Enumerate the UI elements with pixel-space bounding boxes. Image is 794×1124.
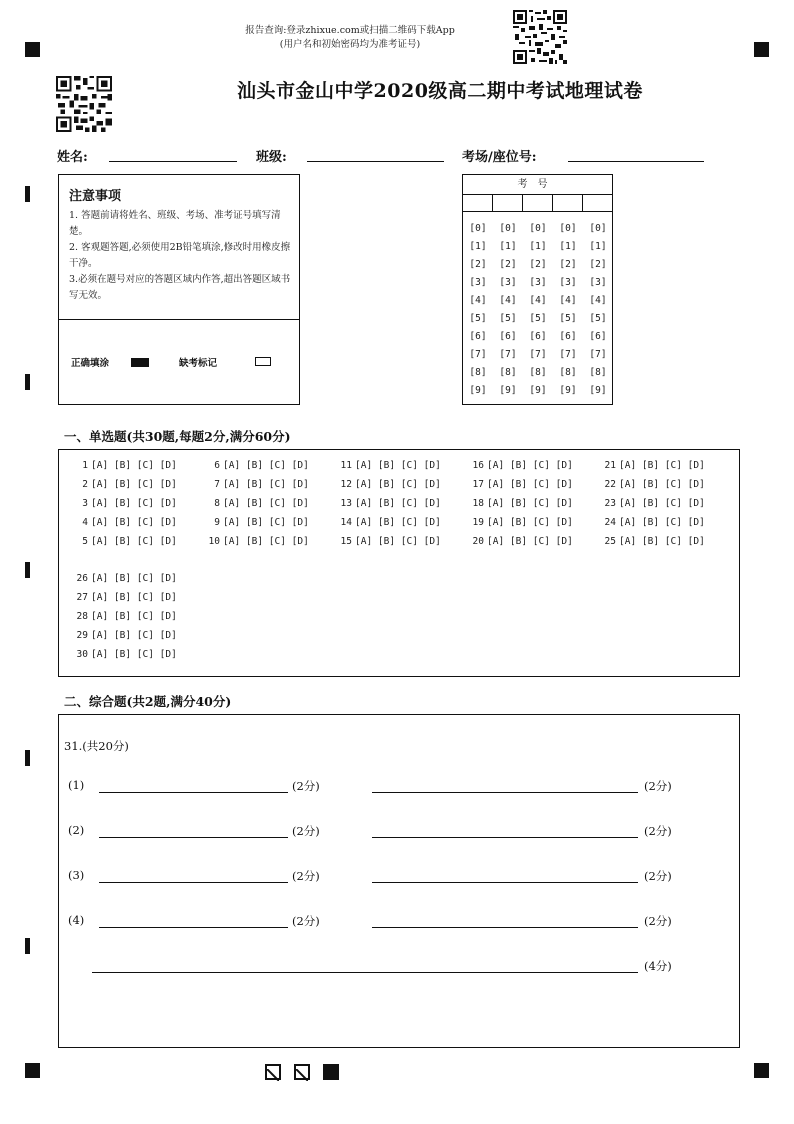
- mcq-question-row[interactable]: [72, 569, 177, 588]
- mcq-question-number: 12: [340, 479, 352, 490]
- q31-title: 31.(共20分): [64, 739, 129, 753]
- mcq-options[interactable]: [A] [B] [C] [D]: [223, 517, 309, 528]
- exam-digit-column[interactable]: [0] [1] [2] [3] [4] [5] [6] [7] [8] [9]: [559, 223, 577, 396]
- mcq-question-number: 24: [604, 517, 616, 528]
- mcq-options[interactable]: [A] [B] [C] [D]: [91, 460, 177, 471]
- mcq-question-row[interactable]: [204, 475, 309, 494]
- mcq-options[interactable]: [A] [B] [C] [D]: [487, 479, 573, 490]
- notice-item: 3.必须在题号对应的答题区域内作答,超出答题区域书写无效。: [69, 274, 291, 301]
- mcq-question-number: 20: [472, 536, 484, 547]
- mcq-options[interactable]: [A] [B] [C] [D]: [487, 498, 573, 509]
- timing-mark: [25, 374, 30, 390]
- mcq-options[interactable]: [A] [B] [C] [D]: [91, 536, 177, 547]
- q31-part-2-answer-b[interactable]: [372, 837, 638, 838]
- mcq-options[interactable]: [A] [B] [C] [D]: [355, 460, 441, 471]
- mcq-question-number: 21: [604, 460, 616, 471]
- section2-answer-box: [58, 714, 740, 1048]
- timing-mark: [25, 562, 30, 578]
- mcq-options[interactable]: [A] [B] [C] [D]: [223, 536, 309, 547]
- q31-part-2-label: (2): [68, 823, 85, 837]
- mcq-options[interactable]: [A] [B] [C] [D]: [223, 479, 309, 490]
- exam-number-header: 考号: [463, 175, 612, 195]
- name-field[interactable]: [109, 161, 237, 162]
- mcq-question-row[interactable]: [336, 475, 441, 494]
- mcq-options[interactable]: [A] [B] [C] [D]: [355, 517, 441, 528]
- mcq-options[interactable]: [A] [B] [C] [D]: [91, 630, 177, 641]
- q31-part-4-answer-b[interactable]: [372, 927, 638, 928]
- absent-mark-label: 缺考标记: [179, 358, 218, 369]
- seat-label: 考场/座位号:: [462, 150, 537, 165]
- mcq-question-number: 2: [82, 479, 88, 490]
- report-query-line2: (用户名和初始密码均为准考证号): [279, 39, 421, 50]
- mcq-question-row[interactable]: [468, 532, 573, 551]
- correct-fill-label: 正确填涂: [71, 358, 110, 369]
- mcq-question-number: 6: [214, 460, 220, 471]
- mcq-question-number: 17: [472, 479, 484, 490]
- mcq-question-row[interactable]: [468, 494, 573, 513]
- mcq-question-row[interactable]: [72, 607, 177, 626]
- score-label: (2分): [644, 914, 672, 928]
- mcq-question-row[interactable]: [336, 513, 441, 532]
- q31-part-3-label: (3): [68, 868, 85, 882]
- mcq-question-number: 3: [82, 498, 88, 509]
- mcq-options[interactable]: [A] [B] [C] [D]: [619, 498, 705, 509]
- mcq-options[interactable]: [A] [B] [C] [D]: [91, 479, 177, 490]
- q31-part-3-answer-a[interactable]: [99, 882, 288, 883]
- q31-part-2-answer-a[interactable]: [99, 837, 288, 838]
- score-label: (2分): [644, 779, 672, 793]
- mcq-question-row[interactable]: [204, 456, 309, 475]
- timing-mark: [25, 750, 30, 766]
- q31-part-1-label: (1): [68, 778, 85, 792]
- exam-digit-column[interactable]: [0] [1] [2] [3] [4] [5] [6] [7] [8] [9]: [469, 223, 487, 396]
- exam-digit-column[interactable]: [0] [1] [2] [3] [4] [5] [6] [7] [8] [9]: [589, 223, 607, 396]
- exam-digit-column[interactable]: [0] [1] [2] [3] [4] [5] [6] [7] [8] [9]: [529, 223, 547, 396]
- mcq-options[interactable]: [A] [B] [C] [D]: [619, 536, 705, 547]
- timing-mark: [25, 186, 30, 202]
- mcq-question-number: 19: [472, 517, 484, 528]
- notice-box: [58, 174, 300, 405]
- mcq-question-row[interactable]: [336, 494, 441, 513]
- score-label: (2分): [292, 869, 320, 883]
- mcq-question-row[interactable]: [72, 494, 177, 513]
- name-label: 姓名:: [57, 150, 88, 165]
- mcq-options[interactable]: [A] [B] [C] [D]: [355, 536, 441, 547]
- mcq-question-row[interactable]: [72, 626, 177, 645]
- q31-part-4-label: (4): [68, 913, 85, 927]
- corner-mark-top-right: [754, 42, 769, 57]
- score-label: (2分): [644, 824, 672, 838]
- mcq-question-row[interactable]: [468, 513, 573, 532]
- report-query-line1: 报告查询:登录zhixue.com或扫描二维码下载App: [245, 25, 455, 36]
- qr-code-top[interactable]: [513, 10, 567, 64]
- mcq-options[interactable]: [A] [B] [C] [D]: [487, 460, 573, 471]
- mcq-options[interactable]: [A] [B] [C] [D]: [487, 517, 573, 528]
- seat-field[interactable]: [568, 161, 704, 162]
- score-label: (2分): [644, 869, 672, 883]
- mcq-question-row[interactable]: [336, 456, 441, 475]
- mcq-question-number: 13: [340, 498, 352, 509]
- score-label: (2分): [292, 824, 320, 838]
- mcq-options[interactable]: [A] [B] [C] [D]: [223, 460, 309, 471]
- mcq-question-number: 18: [472, 498, 484, 509]
- mcq-question-number: 14: [340, 517, 352, 528]
- mcq-question-row[interactable]: [72, 588, 177, 607]
- mcq-options[interactable]: [A] [B] [C] [D]: [355, 479, 441, 490]
- mcq-question-number: 26: [76, 573, 88, 584]
- mcq-options[interactable]: [A] [B] [C] [D]: [91, 592, 177, 603]
- mcq-question-number: 1: [82, 460, 88, 471]
- mcq-question-number: 22: [604, 479, 616, 490]
- exam-number-write-cells[interactable]: [463, 194, 612, 212]
- mcq-options[interactable]: [A] [B] [C] [D]: [619, 460, 705, 471]
- mcq-question-row[interactable]: [600, 532, 705, 551]
- page-code-box-filled: [323, 1064, 339, 1080]
- report-query-note: [200, 24, 500, 52]
- mcq-question-number: 15: [340, 536, 352, 547]
- corner-mark-bottom-left: [25, 1063, 40, 1078]
- score-label: (2分): [292, 914, 320, 928]
- mcq-question-number: 7: [214, 479, 220, 490]
- mcq-question-row[interactable]: [600, 475, 705, 494]
- q31-part-3-answer-b[interactable]: [372, 882, 638, 883]
- mcq-question-row[interactable]: [72, 645, 177, 664]
- corner-mark-top-left: [25, 42, 40, 57]
- mcq-question-number: 4: [82, 517, 88, 528]
- section1-title: 一、单选题(共30题,每题2分,满分60分): [64, 429, 291, 444]
- page-title: 汕头市金山中学2020级高二期中考试地理试卷: [237, 80, 643, 102]
- q31-part-1-answer-b[interactable]: [372, 792, 638, 793]
- mcq-question-row[interactable]: [204, 532, 309, 551]
- mcq-question-row[interactable]: [600, 456, 705, 475]
- mcq-options[interactable]: [A] [B] [C] [D]: [91, 498, 177, 509]
- mcq-options[interactable]: [A] [B] [C] [D]: [91, 573, 177, 584]
- mcq-question-row[interactable]: [72, 475, 177, 494]
- mcq-options[interactable]: [A] [B] [C] [D]: [91, 611, 177, 622]
- mcq-question-number: 30: [76, 649, 88, 660]
- mcq-question-row[interactable]: [468, 475, 573, 494]
- mcq-question-number: 25: [604, 536, 616, 547]
- mcq-question-row[interactable]: [72, 532, 177, 551]
- mcq-question-row[interactable]: [600, 494, 705, 513]
- mcq-question-row[interactable]: [204, 494, 309, 513]
- mcq-options[interactable]: [A] [B] [C] [D]: [619, 479, 705, 490]
- absent-mark-box[interactable]: [255, 357, 271, 366]
- mcq-options[interactable]: [A] [B] [C] [D]: [487, 536, 573, 547]
- mcq-question-number: 27: [76, 592, 88, 603]
- notice-item: 2. 客观题答题,必须使用2B铅笔填涂,修改时用橡皮擦干净。: [69, 242, 291, 269]
- exam-digit-column[interactable]: [0] [1] [2] [3] [4] [5] [6] [7] [8] [9]: [499, 223, 517, 396]
- mcq-question-number: 11: [340, 460, 352, 471]
- page-code-box: [294, 1064, 310, 1080]
- mcq-question-row[interactable]: [204, 513, 309, 532]
- class-label: 班级:: [256, 150, 287, 165]
- corner-mark-bottom-right: [754, 1063, 769, 1078]
- mcq-question-number: 8: [214, 498, 220, 509]
- page-code-box: [265, 1064, 281, 1080]
- mcq-options[interactable]: [A] [B] [C] [D]: [223, 498, 309, 509]
- q31-part-4-answer-a[interactable]: [99, 927, 288, 928]
- mcq-question-number: 16: [472, 460, 484, 471]
- score-label: (2分): [292, 779, 320, 793]
- mcq-question-number: 28: [76, 611, 88, 622]
- mcq-options[interactable]: [A] [B] [C] [D]: [91, 517, 177, 528]
- mcq-options[interactable]: [A] [B] [C] [D]: [355, 498, 441, 509]
- mcq-options[interactable]: [A] [B] [C] [D]: [91, 649, 177, 660]
- correct-fill-example: [131, 358, 149, 367]
- mcq-options[interactable]: [A] [B] [C] [D]: [619, 517, 705, 528]
- mcq-question-row[interactable]: [336, 532, 441, 551]
- mcq-question-row[interactable]: [72, 456, 177, 475]
- mcq-question-number: 29: [76, 630, 88, 641]
- notice-items: [69, 208, 291, 304]
- notice-item: 1. 答题前请将姓名、班级、考场、准考证号填写清楚。: [69, 210, 281, 237]
- qr-code-left[interactable]: [56, 76, 112, 132]
- section2-title: 二、综合题(共2题,满分40分): [64, 694, 232, 709]
- mcq-question-row[interactable]: [468, 456, 573, 475]
- mcq-question-number: 9: [214, 517, 220, 528]
- q31-part-4-answer-c[interactable]: [92, 972, 638, 973]
- mcq-question-row[interactable]: [72, 513, 177, 532]
- mcq-question-number: 10: [208, 536, 220, 547]
- mcq-question-number: 23: [604, 498, 616, 509]
- mcq-question-number: 5: [82, 536, 88, 547]
- notice-divider: [59, 319, 299, 320]
- exam-number-table: [462, 174, 613, 405]
- q31-part-1-answer-a[interactable]: [99, 792, 288, 793]
- score-label: (4分): [644, 959, 672, 973]
- notice-title: 注意事项: [69, 189, 122, 204]
- mcq-question-row[interactable]: [600, 513, 705, 532]
- timing-mark: [25, 938, 30, 954]
- class-field[interactable]: [307, 161, 444, 162]
